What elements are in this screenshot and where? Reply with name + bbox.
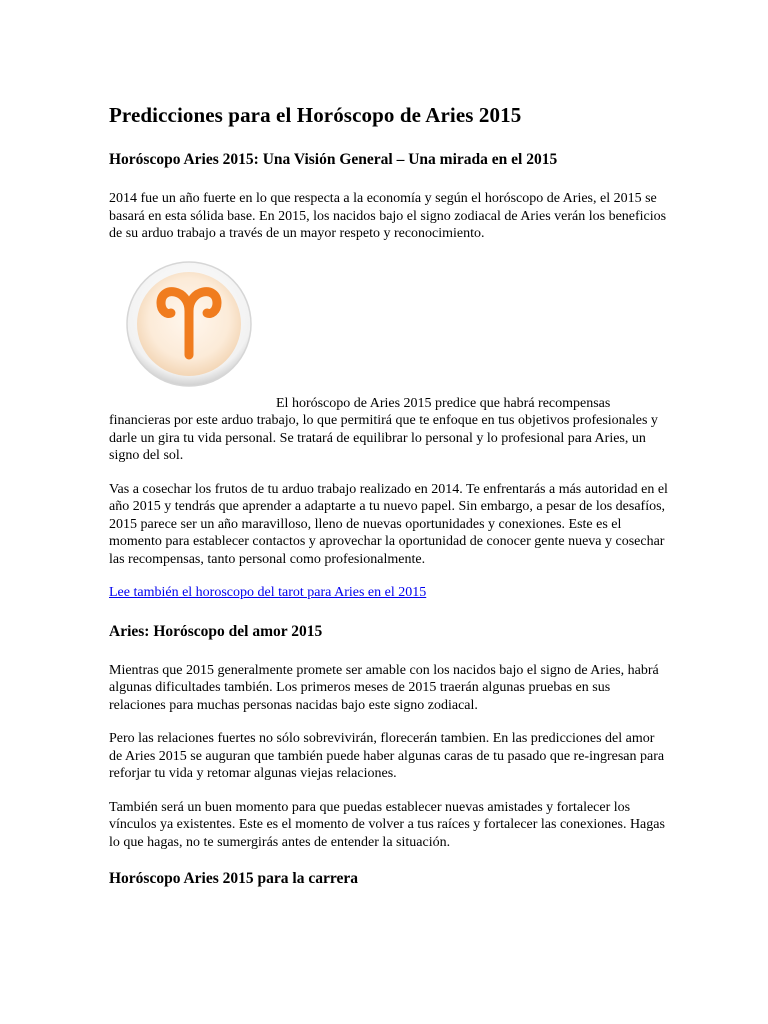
love-paragraph-3: También será un buen momento para que puedas establecer nuevas amistades y fortalecer los vínculos ya existentes. Este es el momento de volver a tus raíces y fortalecer las conexiones. Hagas lo que hagas, no te sumergirás antes de entender la situación. (109, 799, 665, 850)
page-title: Predicciones para el Horóscopo de Aries 2015 (109, 103, 522, 127)
cosechar-paragraph: Vas a cosechar los frutos de tu arduo trabajo realizado en 2014. Te enfrentarás a más autoridad en el año 2015 y tendrás que aprender a adaptarte a tu nuevo papel. Sin embargo, a pesar de los desafíos, 2015 parece ser un año maravilloso, lleno de nuevas oportunidades y conexiones. Este es el momento para establecer contactos y aprovechar la oportunidad de conocer gente nueva y cosechar las recompensas, tanto personal como profesionalmente. (109, 481, 668, 567)
love-paragraph-1: Mientras que 2015 generalmente promete ser amable con los nacidos bajo el signo de Aries, habrá algunas dificultades también. Los primeros meses de 2015 traerán algunas pruebas en sus relaciones para muchas personas nacidas bajo este signo zodiacal. (109, 662, 659, 713)
aries-figure (109, 259, 669, 389)
love-heading: Aries: Horóscopo del amor 2015 (109, 622, 323, 640)
document-page (109, 100, 669, 905)
tarot-link-container (109, 584, 669, 602)
overview-heading: Horóscopo Aries 2015: Una Visión General – Una mirada en el 2015 (109, 151, 558, 168)
love-paragraph-2: Pero las relaciones fuertes no sólo sobrevivirán, florecerán tambien. En las predicciones del amor de Aries 2015 se auguran que también puede haber algunas caras de tu pasado que re-ingresan para reforjar tu vida y retomar algunas viejas relaciones. (109, 731, 665, 781)
tarot-link[interactable]: Lee también el horoscopo del tarot para Aries en el 2015 (109, 585, 427, 600)
overview-paragraph: 2014 fue un año fuerte en lo que respecta a la economía y según el horóscopo de Aries, el 2015 se basará en esta sólida base. En 2015, los nacidos bajo el signo zodiacal de Aries verán los beneficios de su arduo trabajo a través de un mayor respeto y reconocimiento. (109, 191, 667, 241)
aries-symbol-icon (109, 259, 269, 389)
career-heading: Horóscopo Aries 2015 para la carrera (109, 870, 358, 887)
recompensas-paragraph: El horóscopo de Aries 2015 predice que habrá recompensas financieras por este arduo trabajo, lo que permitirá que te enfoque en tus objetivos profesionales y darle un gira tu vida personal. Se tratará de equilibrar lo personal y lo profesional para Aries, un signo del sol. (109, 395, 658, 463)
